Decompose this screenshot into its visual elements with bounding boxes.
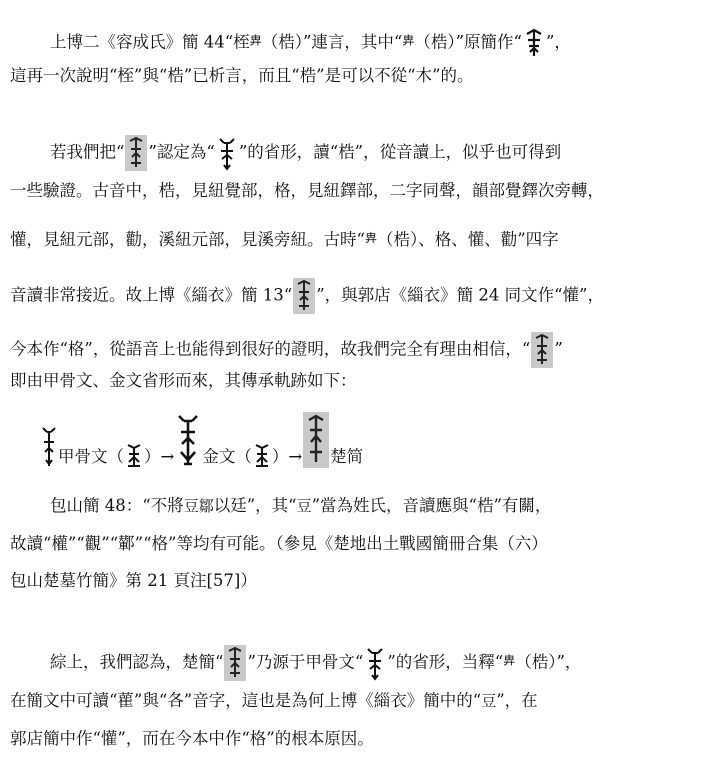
text-run: 上博二《容成氏》簡 44“桎 bbox=[50, 32, 250, 52]
small-character: 鄒 bbox=[198, 497, 214, 515]
paragraph-3-line-1 bbox=[50, 495, 703, 517]
text-run: ”，與郭店《緇衣》簡 24 同文作“懽”， bbox=[316, 285, 604, 305]
text-run: 音讀非常接近。故上博《緇衣》簡 13“ bbox=[10, 285, 293, 305]
small-character: 𢍁 bbox=[249, 33, 262, 48]
oracle-bone-glyph-icon bbox=[216, 135, 238, 171]
chain-arrow: ）→ bbox=[144, 447, 175, 466]
paragraph-4-line-2 bbox=[10, 690, 703, 712]
bronze-variant-glyph-icon bbox=[253, 442, 271, 468]
small-character: 𢍁 bbox=[402, 33, 415, 48]
small-character: 豆 bbox=[183, 497, 199, 515]
oracle-variant-glyph-icon bbox=[125, 442, 143, 468]
bronze-glyph-icon bbox=[175, 412, 201, 468]
paragraph-2-line-2: 一些驗證。古音中，梏，見紐覺部，格，見紐鐸部，二字同聲，韻部覺鐸次旁轉， bbox=[10, 181, 604, 200]
chain-label-bronze: 金文（ bbox=[202, 447, 252, 466]
bamboo-slip-glyph-icon bbox=[523, 28, 545, 58]
chu-slip-glyph-icon bbox=[125, 135, 147, 171]
small-character: 豆 bbox=[296, 497, 312, 515]
text-run: 以廷”，其“ bbox=[213, 496, 297, 515]
paragraph-1-line-2: 這再一次說明“桎”與“梏”已析言，而且“梏”是可以不從“木”的。 bbox=[10, 66, 474, 85]
paragraph-2-line-6: 即由甲骨文、金文省形而來，其傳承軌跡如下： bbox=[10, 371, 357, 390]
chu-slip-glyph-icon bbox=[303, 412, 329, 468]
chain-label-chu: 楚简 bbox=[330, 447, 364, 466]
text-run: ”， bbox=[545, 32, 571, 52]
chu-slip-glyph-icon bbox=[531, 332, 553, 368]
paragraph-2-line-5 bbox=[10, 332, 703, 359]
paragraph-2-line-3 bbox=[10, 227, 703, 249]
text-run: （梏）”原簡作“ bbox=[414, 32, 522, 52]
paragraph-4-line-1 bbox=[50, 645, 703, 672]
paragraph-2-line-4 bbox=[10, 278, 703, 305]
small-character: 𢍁 bbox=[503, 653, 516, 668]
small-character: 𢍁 bbox=[364, 231, 377, 245]
text-run: 包山簡 48：“不將 bbox=[50, 496, 184, 515]
text-run: 懽，見紐元部，勸，溪紐元部，見溪旁紐。古時“ bbox=[10, 230, 365, 249]
text-run: （梏）、格、懽、勸”四字 bbox=[376, 230, 559, 249]
text-run: ” bbox=[554, 339, 563, 359]
glyph-evolution-chain bbox=[40, 412, 363, 472]
chain-arrow: ）→ bbox=[271, 447, 303, 466]
text-run: ”，在 bbox=[496, 691, 538, 710]
text-run: 在簡文中可讀“雚”與“各”音字，這也是為何上博《緇衣》簡中的“ bbox=[10, 691, 482, 710]
text-run: 若我們把“ bbox=[50, 142, 125, 162]
oracle-bone-glyph-icon bbox=[41, 424, 57, 468]
paragraph-3-line-2: 故讀“權”“觀”“鄻”“格”等均有可能。（參見《楚地出土戰國簡冊合集（六） bbox=[10, 534, 548, 553]
chain-label-oracle: 甲骨文（ bbox=[58, 447, 124, 466]
text-run: （梏）”， bbox=[515, 652, 582, 672]
small-character: 豆 bbox=[481, 692, 497, 710]
paragraph-3-line-3: 包山楚墓竹簡》第 21 頁注[57]） bbox=[10, 571, 257, 590]
text-run: （梏）”連言，其中“ bbox=[261, 32, 403, 52]
text-run: ”乃源于甲骨文“ bbox=[247, 652, 364, 672]
paragraph-1-line-1 bbox=[50, 28, 703, 50]
text-run: 綜上，我們認為，楚簡“ bbox=[50, 652, 224, 672]
text-run: ”的省形，讀“梏”，從音讀上，似乎也可得到 bbox=[238, 142, 562, 162]
text-run: 今本作“格”，從語音上也能得到很好的證明，故我們完全有理由相信，“ bbox=[10, 339, 531, 359]
chu-slip-glyph-icon bbox=[224, 645, 246, 681]
chu-slip-glyph-icon bbox=[293, 278, 315, 314]
oracle-bone-glyph-icon bbox=[364, 645, 386, 681]
paragraph-4-line-3: 郭店簡中作“懽”，而在今本中作“格”的根本原因。 bbox=[10, 729, 374, 748]
text-run: ”認定為“ bbox=[148, 142, 215, 162]
paragraph-2-line-1 bbox=[50, 135, 703, 162]
text-run: ”的省形，当釋“ bbox=[387, 652, 504, 672]
text-run: ”當為姓氏，音讀應與“梏”有關， bbox=[311, 496, 552, 515]
